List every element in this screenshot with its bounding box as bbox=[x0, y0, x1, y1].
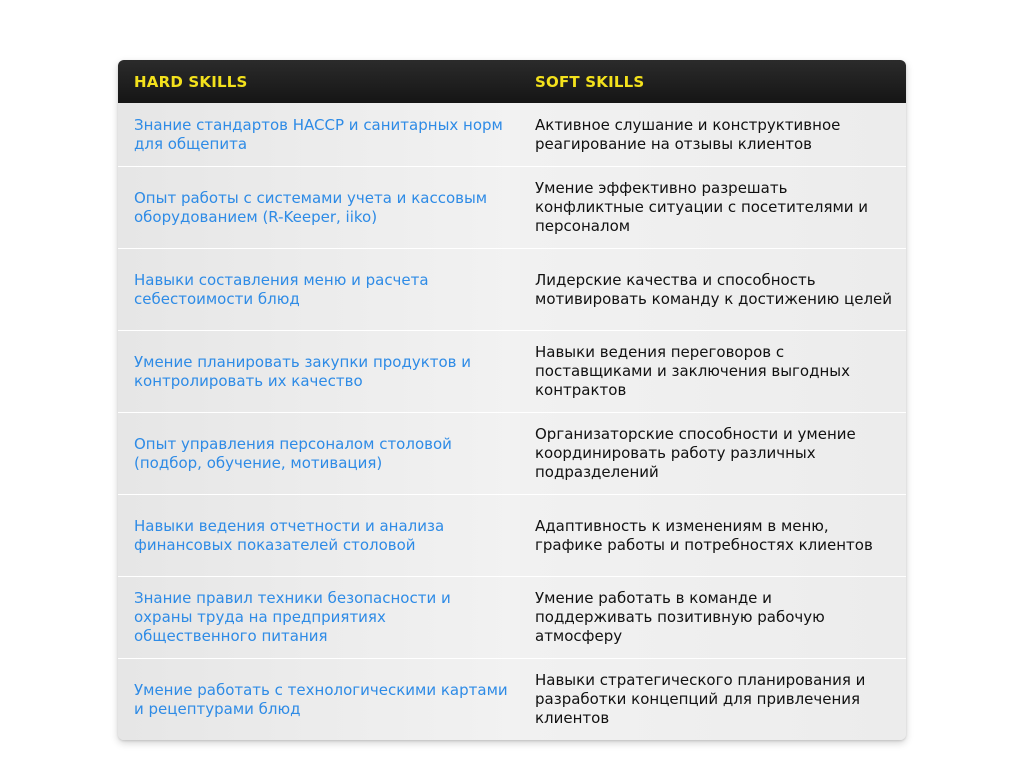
table-row bbox=[118, 576, 906, 658]
hard-skill-cell: Опыт управления персоналом столовой (подбор, обучение, мотивация) bbox=[118, 413, 520, 494]
soft-skill-cell: Лидерские качества и способность мотивировать команду к достижению целей bbox=[520, 249, 906, 330]
hard-skill-cell: Умение планировать закупки продуктов и контролировать их качество bbox=[118, 331, 520, 412]
header-soft-skills: SOFT SKILLS bbox=[535, 72, 645, 91]
table-header bbox=[118, 60, 906, 103]
skills-table bbox=[118, 60, 906, 740]
soft-skill-cell: Умение работать в команде и поддерживать позитивную рабочую атмосферу bbox=[520, 577, 906, 658]
table-body bbox=[118, 103, 906, 740]
table-row bbox=[118, 330, 906, 412]
table-row bbox=[118, 412, 906, 494]
table-row bbox=[118, 658, 906, 740]
soft-skill-cell: Умение эффективно разрешать конфликтные ситуации с посетителями и персоналом bbox=[520, 167, 906, 248]
soft-skill-cell: Активное слушание и конструктивное реагирование на отзывы клиентов bbox=[520, 103, 906, 166]
header-hard-skills: HARD SKILLS bbox=[134, 72, 248, 91]
table-row bbox=[118, 494, 906, 576]
soft-skill-cell: Адаптивность к изменениям в меню, графике работы и потребностях клиентов bbox=[520, 495, 906, 576]
soft-skill-cell: Навыки ведения переговоров с поставщиками и заключения выгодных контрактов bbox=[520, 331, 906, 412]
soft-skill-cell: Навыки стратегического планирования и разработки концепций для привлечения клиентов bbox=[520, 659, 906, 740]
table-row bbox=[118, 103, 906, 166]
hard-skill-cell: Умение работать с технологическими картами и рецептурами блюд bbox=[118, 659, 520, 740]
hard-skill-cell: Опыт работы с системами учета и кассовым оборудованием (R-Keeper, iiko) bbox=[118, 167, 520, 248]
hard-skill-cell: Знание правил техники безопасности и охраны труда на предприятиях общественного питания bbox=[118, 577, 520, 658]
hard-skill-cell: Знание стандартов HACCP и санитарных норм для общепита bbox=[118, 103, 520, 166]
soft-skill-cell: Организаторские способности и умение координировать работу различных подразделений bbox=[520, 413, 906, 494]
table-row bbox=[118, 248, 906, 330]
hard-skill-cell: Навыки ведения отчетности и анализа финансовых показателей столовой bbox=[118, 495, 520, 576]
hard-skill-cell: Навыки составления меню и расчета себестоимости блюд bbox=[118, 249, 520, 330]
table-row bbox=[118, 166, 906, 248]
